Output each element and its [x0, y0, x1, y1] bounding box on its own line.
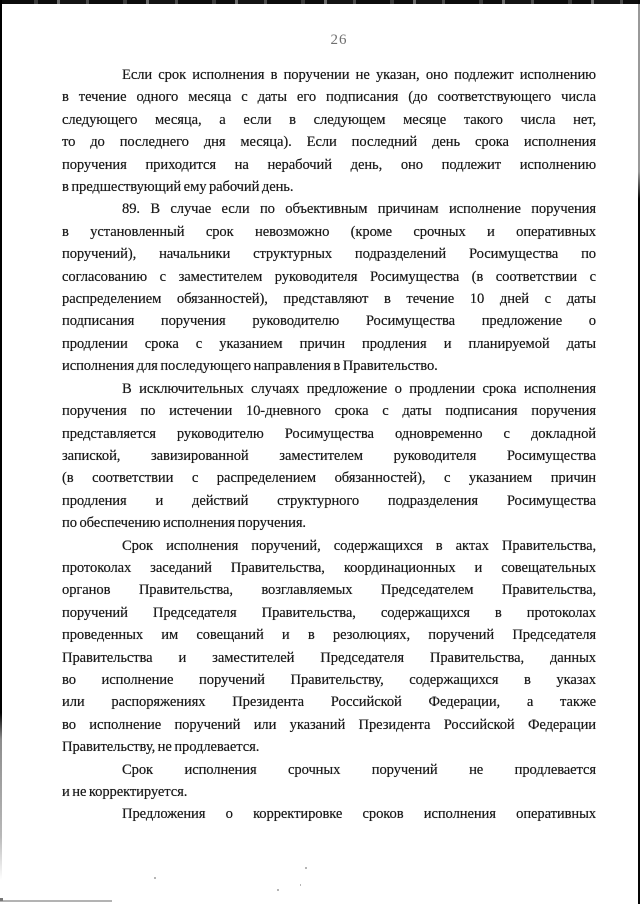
page-body	[62, 64, 596, 826]
text-line: 89. В случае если по объективным причинам исполнение поручения	[122, 201, 596, 218]
text-line: продления и действий структурного подразделения Росимущества	[62, 492, 596, 509]
scan-corner-mark	[0, 898, 3, 901]
text-line: Срок исполнения срочных поручений не продлевается	[122, 761, 596, 778]
text-line: в течение одного месяца с даты его подписания (до соответствующего числа	[62, 89, 596, 106]
text-line: или распоряжениях Президента Российской Федерации, а также	[62, 694, 596, 711]
scan-speck	[305, 867, 307, 869]
scan-speck	[154, 877, 156, 879]
text-line: проведенных им совещаний и в резолюциях, поручений Председателя	[62, 627, 596, 644]
text-line: представляется руководителю Росимущества одновременно с докладной	[62, 425, 596, 442]
scan-speck	[300, 884, 301, 886]
text-line: во исполнение поручений Правительству, содержащихся в указах	[62, 671, 596, 688]
text-line: Срок исполнения поручений, содержащихся в актах Правительства,	[122, 537, 596, 554]
text-line: в предшествующий ему рабочий день.	[62, 179, 294, 196]
text-line: по обеспечению исполнения поручения.	[62, 515, 306, 532]
text-line: и не корректируется.	[62, 784, 188, 800]
scan-speck	[277, 889, 279, 891]
text-line: поручений), начальники структурных подразделений Росимущества по	[62, 246, 596, 263]
text-line: следующего месяца, а если в следующем месяце такого числа нет,	[62, 111, 596, 128]
text-line: поручения приходится на нерабочий день, оно подлежит исполнению	[62, 156, 596, 173]
text-line: исполнения для последующего направления в Правительство.	[62, 358, 438, 375]
text-line: поручения по истечении 10-дневного срока с даты подписания поручения	[62, 403, 596, 420]
text-line: то до последнего дня месяца). Если последний день срока исполнения	[62, 134, 596, 151]
scan-edge-top	[0, 0, 640, 4]
text-line: подписания поручения руководителю Росимущества предложение о	[62, 313, 596, 330]
text-line: запиской, завизированной заместителем руководителя Росимущества	[62, 447, 596, 464]
text-line: в установленный срок невозможно (кроме срочных и оперативных	[62, 223, 596, 240]
text-line: Правительства и заместителей Председателя Правительства, данных	[62, 649, 596, 666]
page-number: 26	[330, 32, 348, 48]
text-line: распределением обязанностей), представляют в течение 10 дней с даты	[62, 291, 596, 308]
text-line: протоколах заседаний Правительства, координационных и совещательных	[62, 559, 596, 576]
text-line: Предложения о корректировке сроков исполнения оперативных	[122, 806, 596, 823]
text-line: Правительству, не продлевается.	[62, 739, 260, 756]
scan-line-bottom-left	[0, 900, 112, 902]
text-line: поручений Председателя Правительства, содержащихся в протоколах	[62, 604, 596, 621]
text-line: согласованию с заместителем руководителя Росимущества (в соответствии с	[62, 268, 596, 285]
text-line: (в соответствии с распределением обязанностей), с указанием причин	[62, 470, 596, 487]
text-line: Если срок исполнения в поручении не указан, оно подлежит исполнению	[122, 67, 596, 83]
scan-edge-left	[0, 0, 2, 880]
text-line: В исключительных случаях предложение о продлении срока исполнения	[122, 380, 596, 397]
text-line: во исполнение поручений или указаний Президента Российской Федерации	[62, 716, 596, 733]
text-line: органов Правительства, возглавляемых Председателем Правительства,	[62, 582, 596, 599]
text-line: продлении срока с указанием причин продления и планируемой даты	[62, 335, 596, 352]
